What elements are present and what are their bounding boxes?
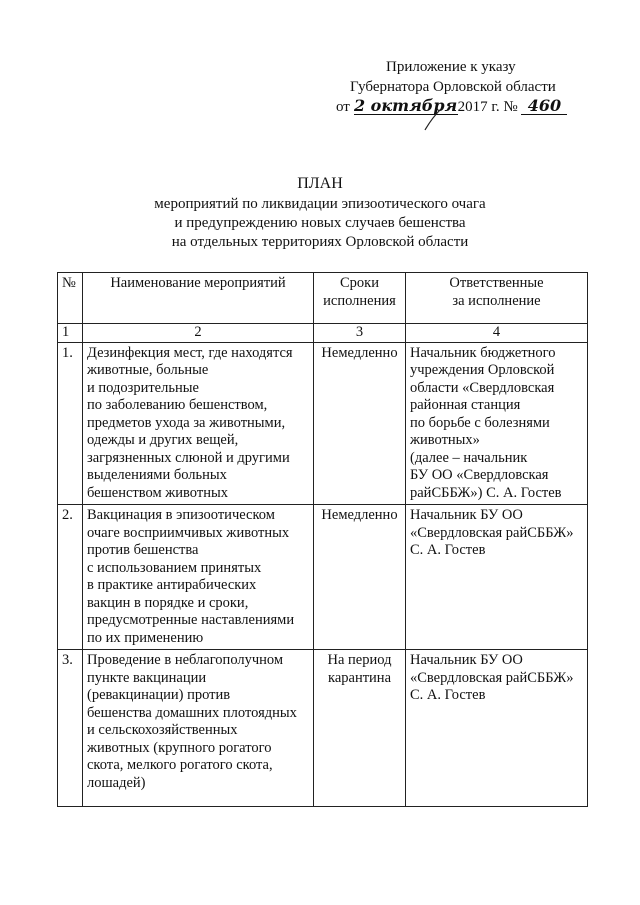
responsible-line: Начальник БУ ОО	[410, 652, 523, 668]
header-responsible-line: Ответственные	[449, 275, 544, 291]
terms-line: На период	[327, 652, 392, 668]
table-row	[58, 650, 588, 807]
activity-name-line: лошадей)	[87, 774, 146, 791]
annex-from: от	[336, 99, 350, 115]
terms-cell	[314, 342, 406, 505]
activity-name-line: скота, мелкого рогатого скота,	[87, 757, 273, 773]
header-number: №	[58, 273, 83, 324]
responsible-line: (далее – начальник	[410, 449, 528, 466]
header-terms	[314, 273, 406, 324]
responsible-line: области «Свердловская	[410, 379, 555, 396]
activity-name-line: загрязненных слюной и другими	[87, 449, 290, 466]
header-responsible-line: за исполнение	[452, 292, 541, 309]
responsible-line: Начальник бюджетного	[410, 344, 556, 361]
subtitle-line: на отдельных территориях Орловской области	[171, 234, 469, 250]
row-number: 2.	[58, 505, 83, 650]
activity-name-cell	[83, 342, 314, 505]
responsible-line: С. А. Гостев	[410, 687, 486, 703]
activity-name-line: предусмотренные наставлениями	[87, 612, 295, 628]
annex-line-2: Губернатора Орловской области	[350, 79, 556, 95]
responsible-cell	[406, 505, 588, 650]
terms-cell	[314, 505, 406, 650]
activity-name-line: бешенства домашних плотоядных	[87, 704, 297, 721]
document-subtitle	[0, 195, 640, 252]
activity-name-line: по заболеванию бешенством,	[87, 397, 268, 413]
activity-name-line: животных (крупного рогатого	[87, 739, 272, 756]
responsible-cell	[406, 650, 588, 807]
activity-name-line: пункте вакцинации	[87, 669, 207, 686]
handwritten-number: 460	[521, 98, 567, 115]
responsible-line: БУ ОО «Свердловская	[410, 467, 549, 483]
subtitle-line: мероприятий по ликвидации эпизоотического очага	[154, 196, 486, 212]
table-row	[58, 505, 588, 650]
subtitle-line: и предупреждению новых случаев бешенства	[174, 215, 466, 231]
activity-name-line: Вакцинация в эпизоотическом	[87, 507, 275, 523]
activity-name-line: (ревакцинации) против	[87, 687, 231, 703]
responsible-line: С. А. Гостев	[410, 542, 486, 558]
activity-name-line: бешенством животных	[87, 484, 228, 501]
responsible-line: «Свердловская райСББЖ»	[410, 669, 574, 686]
row-number: 3.	[58, 650, 83, 807]
responsible-line: по борьбе с болезнями	[410, 414, 550, 431]
plan-table	[57, 272, 588, 807]
activity-name-line: и подозрительные	[87, 379, 199, 396]
handwritten-date: 2 октября	[353, 96, 458, 115]
table-row	[58, 342, 588, 505]
pen-stroke-mark	[422, 108, 442, 132]
header-name: Наименование мероприятий	[83, 273, 314, 324]
document-title: ПЛАН	[297, 175, 343, 192]
row-number: 1.	[58, 342, 83, 505]
activity-name-line: Проведение в неблагополучном	[87, 652, 284, 668]
activity-name-line: в практике антирабических	[87, 577, 257, 593]
column-number: 4	[406, 324, 588, 343]
column-number-row	[58, 324, 588, 343]
terms-cell	[314, 650, 406, 807]
terms-line: карантина	[328, 669, 391, 686]
responsible-cell	[406, 342, 588, 505]
document-title-block	[0, 174, 640, 252]
responsible-line: учреждения Орловской	[410, 362, 555, 378]
terms-line: Немедленно	[321, 507, 398, 523]
activity-name-line: по их применению	[87, 629, 204, 646]
activity-name-line: очаге восприимчивых животных	[87, 524, 290, 541]
activity-name-line: против бешенства	[87, 542, 199, 558]
column-number: 3	[314, 324, 406, 343]
column-number: 1	[58, 324, 83, 343]
activity-name-line: выделениями больных	[87, 467, 227, 483]
activity-name-line: одежды и других вещей,	[87, 432, 239, 448]
header-terms-line: исполнения	[323, 292, 396, 309]
terms-line: Немедленно	[321, 344, 398, 361]
responsible-line: Начальник БУ ОО	[410, 507, 523, 523]
activity-name-line: с использованием принятых	[87, 559, 262, 576]
activity-name-cell	[83, 650, 314, 807]
responsible-line: райСББЖ») С. А. Гостев	[410, 484, 562, 501]
annex-block	[336, 57, 586, 117]
activity-name-line: предметов ухода за животными,	[87, 414, 286, 431]
header-responsible	[406, 273, 588, 324]
annex-line-1: Приложение к указу	[386, 59, 516, 75]
annex-year: 2017 г. №	[457, 99, 518, 115]
activity-name-line: животные, больные	[87, 362, 209, 378]
activity-name-line: Дезинфекция мест, где находятся	[87, 344, 293, 361]
responsible-line: «Свердловская райСББЖ»	[410, 524, 574, 541]
table-header-row	[58, 273, 588, 324]
activity-name-line: вакцин в порядке и сроки,	[87, 594, 249, 611]
column-number: 2	[83, 324, 314, 343]
responsible-line: животных»	[410, 432, 480, 448]
activity-name-line: и сельскохозяйственных	[87, 722, 238, 738]
activity-name-cell	[83, 505, 314, 650]
header-terms-line: Сроки	[340, 275, 379, 291]
responsible-line: районная станция	[410, 397, 521, 413]
annex-line-3	[336, 97, 586, 117]
